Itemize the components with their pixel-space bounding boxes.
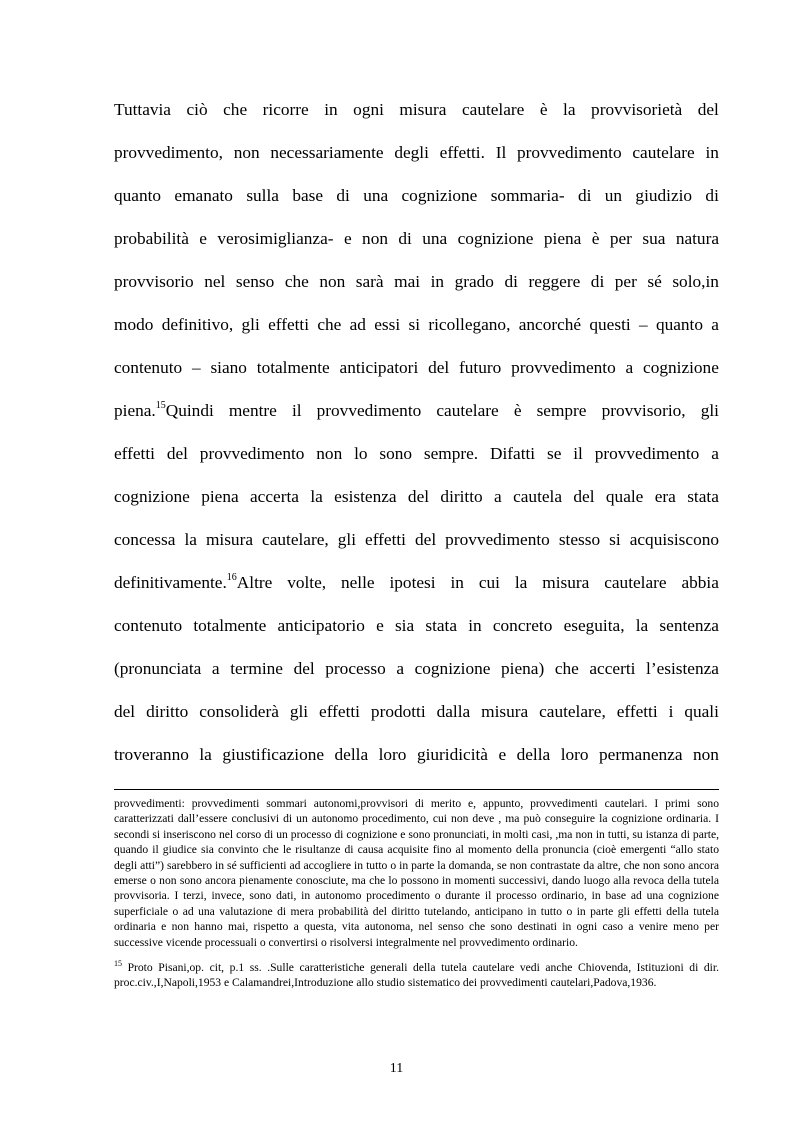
word: di — [705, 186, 719, 205]
word: ogni — [353, 100, 384, 119]
word: ad — [349, 315, 366, 334]
word: siano — [210, 358, 247, 377]
word: della — [516, 745, 551, 764]
word: in — [705, 143, 719, 162]
word: modo — [114, 315, 154, 334]
word: piena — [201, 487, 239, 506]
word: in — [468, 616, 482, 635]
word: del — [415, 530, 437, 549]
body-line — [114, 518, 719, 561]
word: di — [398, 229, 412, 248]
word: per — [609, 229, 632, 248]
word: la — [514, 573, 528, 592]
word: (pronunciata — [114, 659, 202, 678]
body-line — [114, 733, 719, 776]
word: la — [635, 616, 649, 635]
word: sarà — [355, 272, 384, 291]
footnote-separator-rule — [114, 789, 719, 790]
word: del — [293, 659, 315, 678]
word: di — [577, 186, 592, 205]
word: verosimiglianza- — [217, 229, 334, 248]
word: misura — [542, 573, 590, 592]
word: che — [284, 272, 309, 291]
word: gli — [241, 315, 260, 334]
word: diritto — [440, 487, 483, 506]
word: volte, — [287, 573, 327, 592]
word: a — [711, 444, 719, 463]
word: stata — [687, 487, 719, 506]
word: di — [590, 272, 605, 291]
word: in — [430, 272, 445, 291]
word: misura — [399, 100, 447, 119]
word: prodotti — [370, 702, 426, 721]
word: anticipatorio — [277, 616, 365, 635]
body-line — [114, 260, 719, 303]
word: cautelare — [604, 573, 667, 592]
word: sua — [642, 229, 666, 248]
body-line — [114, 217, 719, 260]
word: la — [310, 487, 323, 506]
word: consoliderà — [199, 702, 279, 721]
word: del — [573, 487, 595, 506]
word: effetti — [268, 315, 310, 334]
word: effetti. — [439, 143, 485, 162]
main-body-text — [114, 88, 719, 776]
word: non — [233, 143, 260, 162]
word: ricollegano, — [428, 315, 511, 334]
word: un — [604, 186, 623, 205]
word: sono — [379, 444, 413, 463]
word: il — [291, 401, 302, 420]
word: loro — [378, 745, 407, 764]
word: stesso — [558, 530, 601, 549]
body-line — [114, 174, 719, 217]
word: – — [638, 315, 648, 334]
word: grado — [454, 272, 494, 291]
word: del — [114, 702, 136, 721]
word: cautelare — [436, 401, 499, 420]
word: anticipatori — [339, 358, 419, 377]
word: piena.$^{15}$Quindi — [114, 400, 214, 420]
body-line-with-footnote-16 — [114, 561, 719, 604]
word: non — [319, 272, 346, 291]
word: del — [407, 487, 430, 506]
word: sentenza — [659, 616, 719, 635]
word: sia — [394, 616, 415, 635]
word: contenuto — [114, 616, 183, 635]
word: provvisorio — [114, 272, 194, 291]
word: giudizio — [635, 186, 693, 205]
word: dalla — [436, 702, 471, 721]
word: totalmente — [193, 616, 267, 635]
word: accerta — [250, 487, 299, 506]
word: – — [191, 358, 201, 377]
word: cognizione — [401, 186, 478, 205]
word: processo — [325, 659, 386, 678]
word: sempre. — [423, 444, 479, 463]
word: essi — [374, 315, 401, 334]
footnote-15-text: Proto Pisani,op. cit, p.1 ss. .Sulle caratteristiche generali della tutela cautelare vedi anche Chiovenda, Istituzioni di dir. proc.civ.,I,Napoli,1953 e Calamandrei,Introduzione allo studio sistematico dei provvedimenti cautelari,Padova,1936. — [114, 961, 719, 990]
word: l’esistenza — [646, 659, 719, 678]
word: solo,in — [672, 272, 719, 291]
word: cautelare, — [539, 702, 606, 721]
body-line — [114, 346, 719, 389]
word: una — [422, 229, 448, 248]
word: sulla — [246, 186, 279, 205]
word: del — [428, 358, 450, 377]
word: lo — [354, 444, 368, 463]
word: provvedimento — [511, 358, 616, 377]
word: la — [184, 530, 197, 549]
word: è — [539, 100, 548, 119]
word: sommaria- — [490, 186, 565, 205]
word: mai — [394, 272, 421, 291]
word: in — [324, 100, 338, 119]
footnote-continuation: provvedimenti: provvedimenti sommari autonomi,provvisori di merito e, appunto, provvedimenti cautelari. I primi sono caratterizzati dall’essere conclusivi di un autonomo procedimento, cui non deve , ma può conseguire la cognizione ordinaria. I secondi si inseriscono nel corso di un processo di cognizione e sono pronunciati, in molti casi, ,ma non in tutti, su istanza di parte, quando il giudice sia convinto che le risultanze di causa acquisite fino al momento della pronuncia (cioè emergenti “allo stato degli atti”) sarebbero in sé sufficienti ad accogliere in tutto o in parte la domanda, se non contrastate da altre, che non sono ancora emerse o non sono ancora pienamente conosciute, ma che lo possono in momenti successivi, dando luogo alla revoca della tutela provvisoria. I terzi, invece, sono dati, in autonomo procedimento o durante il processo ordinario, in base ad una cognizione superficiale o ad una valutazione di mera probabilità del diritto tutelando, anticipano in tutto o in parte gli effetti della tutela ordinaria e non hanno mai, rispetto a questa, vita autonoma, nel senso che sono destinati in ogni caso a venire meno per successive vicende processuali o convertirsi o risolversi integralmente nel provvedimento ordinario. — [114, 797, 719, 949]
word: esistenza — [334, 487, 397, 506]
word: provvedimento, — [114, 143, 223, 162]
word: misura — [481, 702, 529, 721]
word: provvedimento — [199, 444, 305, 463]
word: cautelare, — [262, 530, 329, 549]
word: futuro — [459, 358, 502, 377]
word: non — [692, 745, 719, 764]
footnotes-area — [114, 796, 719, 991]
word: la — [199, 745, 212, 764]
word: è — [591, 229, 600, 248]
footnote-15-marker: 15 — [114, 959, 122, 969]
word: sempre — [536, 401, 587, 420]
word: base — [292, 186, 324, 205]
word: cautela — [513, 487, 563, 506]
word: senso — [235, 272, 275, 291]
word: ipotesi — [389, 573, 436, 592]
word: provvedimento — [517, 143, 622, 162]
word: i — [668, 702, 674, 721]
page-number: 11 — [389, 1061, 404, 1076]
word: si — [408, 315, 421, 334]
body-line — [114, 432, 719, 475]
word: a — [711, 315, 719, 334]
word: quali — [684, 702, 719, 721]
body-line — [114, 604, 719, 647]
word: troveranno — [114, 745, 189, 764]
word: del — [166, 444, 188, 463]
word: provvisorio, — [601, 401, 686, 420]
word: giustificazione — [222, 745, 325, 764]
word: Tuttavia — [114, 100, 171, 119]
body-line — [114, 475, 719, 518]
word: si — [609, 530, 621, 549]
word: misura — [205, 530, 254, 549]
word: concreto — [492, 616, 553, 635]
word: cognizione — [414, 659, 491, 678]
word: stata — [425, 616, 458, 635]
word: e — [199, 229, 207, 248]
word: in — [450, 573, 464, 592]
word: quanto — [114, 186, 162, 205]
word: effetti — [365, 530, 406, 549]
word: acquisiscono — [629, 530, 719, 549]
word: il — [573, 444, 583, 463]
word: gli — [700, 401, 719, 420]
word: degli — [394, 143, 429, 162]
word: abbia — [681, 573, 719, 592]
word: totalmente — [256, 358, 330, 377]
word: di — [336, 186, 350, 205]
word: cognizione — [643, 358, 719, 377]
word: permanenza — [599, 745, 683, 764]
word: quanto — [655, 315, 703, 334]
word: era — [654, 487, 676, 506]
word: e — [498, 745, 507, 764]
word: effetti — [616, 702, 658, 721]
word: provvedimento — [316, 401, 422, 420]
footnote-reference-marker[interactable]: 16 — [226, 572, 237, 584]
word: effetti — [319, 702, 360, 721]
body-line — [114, 647, 719, 690]
word: provvedimento — [594, 444, 700, 463]
word: quale — [605, 487, 644, 506]
body-line — [114, 88, 719, 131]
word: per — [614, 272, 637, 291]
word: Difatti — [489, 444, 536, 463]
word: definitivo, — [161, 315, 234, 334]
word: probabilità — [114, 229, 189, 248]
word: provvisorietà — [591, 100, 683, 119]
word: a — [396, 659, 405, 678]
word: se — [546, 444, 562, 463]
word: ancorché — [518, 315, 582, 334]
word: gli — [289, 702, 309, 721]
word: giuridicità — [416, 745, 488, 764]
word: e — [343, 229, 352, 248]
word: piena — [543, 229, 582, 248]
word: che — [317, 315, 342, 334]
word: effetti — [114, 444, 155, 463]
word: diritto — [146, 702, 189, 721]
word: cautelare — [461, 100, 525, 119]
footnote-15 — [114, 960, 719, 991]
word: che — [223, 100, 248, 119]
footnote-reference-marker[interactable]: 15 — [155, 400, 166, 412]
word: non — [362, 229, 388, 248]
word: è — [513, 401, 522, 420]
word: piena) — [501, 659, 545, 678]
word: necessariamente — [270, 143, 384, 162]
word: Il — [495, 143, 507, 162]
word: provvedimento — [445, 530, 550, 549]
word: loro — [560, 745, 589, 764]
word: cautelare — [632, 143, 695, 162]
word: emanato — [174, 186, 233, 205]
word: natura — [675, 229, 719, 248]
word: cui — [478, 573, 500, 592]
word: di — [504, 272, 518, 291]
body-line — [114, 131, 719, 174]
word: accerti — [589, 659, 636, 678]
word: termine — [230, 659, 283, 678]
word: reggere — [528, 272, 581, 291]
word: a — [625, 358, 634, 377]
word: a — [494, 487, 502, 506]
word: ricorre — [262, 100, 309, 119]
word: la — [563, 100, 576, 119]
word: cognizione — [114, 487, 190, 506]
word: eseguita, — [563, 616, 625, 635]
word: non — [316, 444, 343, 463]
word: mentre — [228, 401, 277, 420]
word: concessa — [114, 530, 176, 549]
word: del — [697, 100, 719, 119]
word: cognizione — [457, 229, 534, 248]
body-line — [114, 303, 719, 346]
word: contenuto — [114, 358, 183, 377]
word: che — [554, 659, 579, 678]
word: una — [363, 186, 389, 205]
word: della — [334, 745, 369, 764]
word: e — [376, 616, 384, 635]
word: nelle — [340, 573, 375, 592]
word: questi — [589, 315, 631, 334]
word: definitivamente.$^{16}$Altre — [114, 572, 273, 592]
word: sé — [647, 272, 662, 291]
body-line — [114, 690, 719, 733]
word: gli — [337, 530, 356, 549]
word: nel — [204, 272, 226, 291]
body-line-with-footnote-15 — [114, 389, 719, 432]
word: a — [211, 659, 220, 678]
word: ciò — [186, 100, 208, 119]
